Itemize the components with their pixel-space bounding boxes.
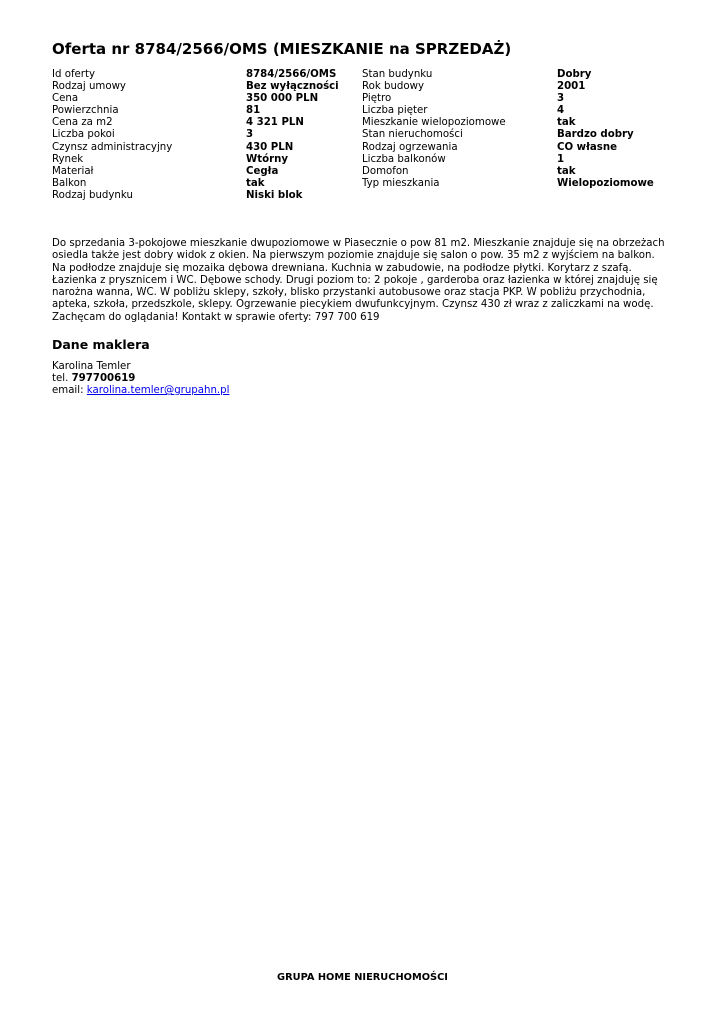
right-labels-column bbox=[362, 69, 552, 190]
property-value: Wielopoziomowe bbox=[557, 177, 654, 189]
property-label: Rodzaj ogrzewania bbox=[362, 141, 458, 153]
offer-description: Do sprzedania 3-pokojowe mieszkanie dwupoziomowe w Piasecznie o pow 81 m2. Mieszkanie znajduje się na obrzeżach osiedla także jest dobry widok z okien. Na pierwszym poziomie znajduje się salon o pow. 35 m2 z wyjściem na balkon. Na podłodze znajduje się mozaika dębowa drewniana. Kuchnia w zabudowie, na podłodze płytki. Korytarz z szafą. Łazienka z prysznicem i WC. Dębowe schody. Drugi poziom to: 2 pokoje , garderoba oraz łazienka w której znajduję się narożna wanna, WC. W pobliżu sklepy, szkoły, blisko przystanki autobusowe oraz stacja PKP. W pobliżu przychodnia, apteka, szkoła, przedszkole, sklepy. Ogrzewanie piecykiem dwufunkcyjnym. Czynsz 430 zł wraz z zaliczkami na wodę. Zachęcam do oglądania! Kontakt w sprawie oferty: 797 700 619 bbox=[52, 238, 665, 323]
property-label: Rok budowy bbox=[362, 81, 424, 93]
property-value: tak bbox=[557, 165, 576, 177]
property-value: 2001 bbox=[557, 81, 586, 93]
property-label: Liczba pokoi bbox=[52, 129, 115, 141]
agent-email-link[interactable]: karolina.temler@grupahn.pl bbox=[86, 385, 230, 397]
agent-email-label: email: bbox=[52, 385, 84, 397]
property-label: Czynsz administracyjny bbox=[52, 141, 173, 153]
property-label: Rodzaj budynku bbox=[52, 189, 133, 201]
property-value: Bez wyłączności bbox=[246, 81, 339, 93]
property-label: Typ mieszkania bbox=[362, 177, 440, 189]
property-value: 3 bbox=[246, 129, 254, 141]
property-value: Niski blok bbox=[246, 189, 303, 201]
property-value: 8784/2566/OMS bbox=[246, 69, 337, 80]
left-values-column bbox=[246, 69, 361, 202]
property-value: Bardzo dobry bbox=[557, 129, 634, 141]
property-label: Stan nieruchomości bbox=[362, 129, 463, 141]
property-label: Mieszkanie wielopoziomowe bbox=[362, 117, 506, 129]
agent-name: Karolina Temler bbox=[52, 361, 131, 372]
property-label: Piętro bbox=[362, 93, 392, 105]
property-label: Stan budynku bbox=[362, 69, 433, 80]
property-label: Id oferty bbox=[52, 69, 96, 80]
property-value: 3 bbox=[557, 93, 565, 105]
property-value: Wtórny bbox=[246, 153, 289, 165]
agent-phone-label: tel. bbox=[52, 373, 69, 385]
property-value: tak bbox=[557, 117, 576, 129]
property-value: 430 PLN bbox=[246, 141, 294, 153]
property-value: 4 bbox=[557, 105, 565, 117]
property-value: 81 bbox=[246, 105, 261, 117]
property-label: Cena za m2 bbox=[52, 117, 113, 129]
property-label: Liczba pięter bbox=[362, 105, 428, 117]
property-label: Liczba balkonów bbox=[362, 153, 446, 165]
right-values-column bbox=[557, 69, 672, 190]
property-label: Rodzaj umowy bbox=[52, 81, 126, 93]
agent-phone-line bbox=[52, 373, 229, 385]
property-label: Powierzchnia bbox=[52, 105, 119, 117]
footer-company-name: GRUPA HOME NIERUCHOMOŚCI bbox=[277, 972, 448, 983]
property-value: 4 321 PLN bbox=[246, 117, 304, 129]
property-value: Dobry bbox=[557, 69, 592, 80]
property-label: Rynek bbox=[52, 153, 84, 165]
property-value: 1 bbox=[557, 153, 565, 165]
agent-details bbox=[52, 361, 229, 397]
property-value: tak bbox=[246, 177, 265, 189]
property-label: Balkon bbox=[52, 177, 87, 189]
agent-heading: Dane maklera bbox=[52, 337, 150, 352]
property-label: Materiał bbox=[52, 165, 94, 177]
property-value: 350 000 PLN bbox=[246, 93, 319, 105]
property-value: CO własne bbox=[557, 141, 617, 153]
property-value: Cegła bbox=[246, 165, 279, 177]
agent-email-line bbox=[52, 385, 229, 397]
property-label: Domofon bbox=[362, 165, 409, 177]
left-labels-column bbox=[52, 69, 242, 202]
property-label: Cena bbox=[52, 93, 79, 105]
page-title: Oferta nr 8784/2566/OMS (MIESZKANIE na SPRZEDAŻ) bbox=[52, 40, 512, 58]
agent-phone: 797700619 bbox=[71, 373, 136, 385]
